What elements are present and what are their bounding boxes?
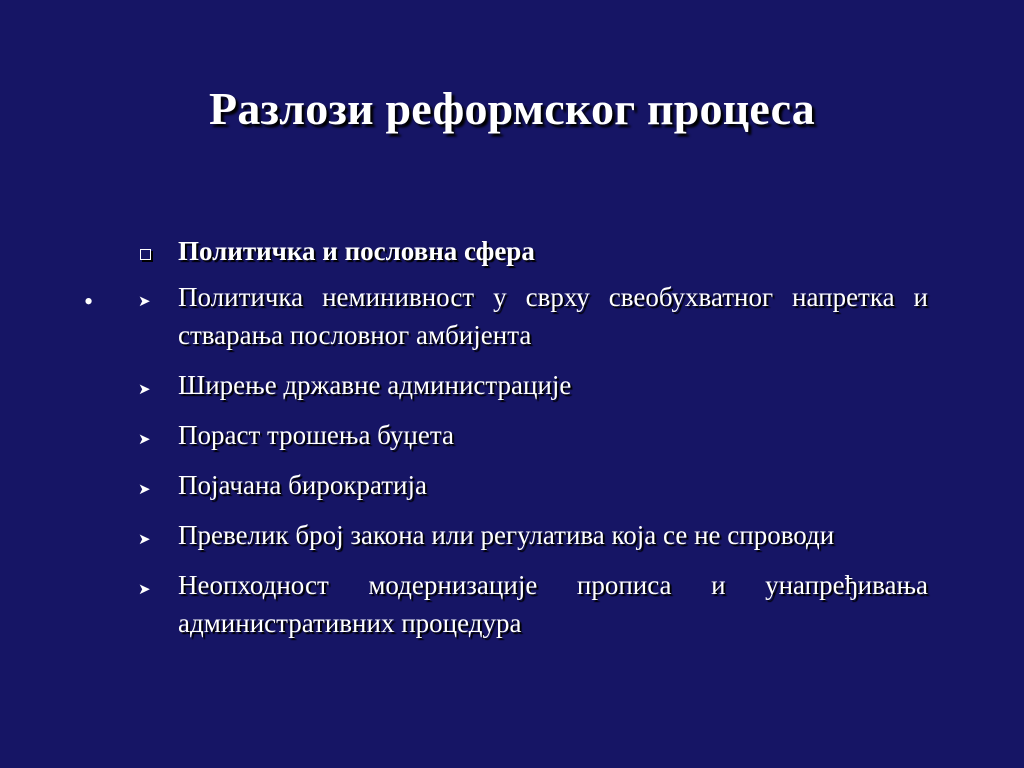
list-item-text: Пораст трошења буџета bbox=[178, 420, 454, 450]
bullet-list bbox=[134, 232, 928, 654]
list-item bbox=[134, 466, 928, 504]
arrowhead-bullet-icon: ➤ bbox=[138, 480, 151, 498]
list-item bbox=[134, 366, 928, 404]
list-item-heading bbox=[134, 232, 928, 270]
list-item-text: Појачана бирократија bbox=[178, 470, 427, 500]
list-item-text: Превелик број закона или регулатива која се не спроводи bbox=[178, 520, 835, 550]
list-item bbox=[134, 566, 928, 642]
arrowhead-bullet-icon: ➤ bbox=[138, 580, 151, 598]
arrowhead-bullet-icon: ➤ bbox=[138, 292, 151, 310]
list-item-text: Политичка неминивност у сврху свеобухватног напретка и стварања пословног амбијента bbox=[178, 282, 928, 350]
list-item-text: Ширење државне администрације bbox=[178, 370, 572, 400]
list-item-text: Политичка и пословна сфера bbox=[178, 236, 535, 266]
list-item-text: Неопходност модернизације прописа и унапређивања административних процедура bbox=[178, 570, 928, 638]
arrowhead-bullet-icon: ➤ bbox=[138, 530, 151, 548]
slide-title: Разлози реформског процеса bbox=[209, 83, 815, 134]
list-item bbox=[134, 278, 928, 354]
outer-bullet-icon: • bbox=[84, 287, 94, 316]
list-item bbox=[134, 516, 928, 554]
arrowhead-bullet-icon: ➤ bbox=[138, 380, 151, 398]
arrowhead-bullet-icon: ➤ bbox=[138, 430, 151, 448]
hollow-square-bullet-icon bbox=[134, 232, 174, 270]
list-item bbox=[134, 416, 928, 454]
